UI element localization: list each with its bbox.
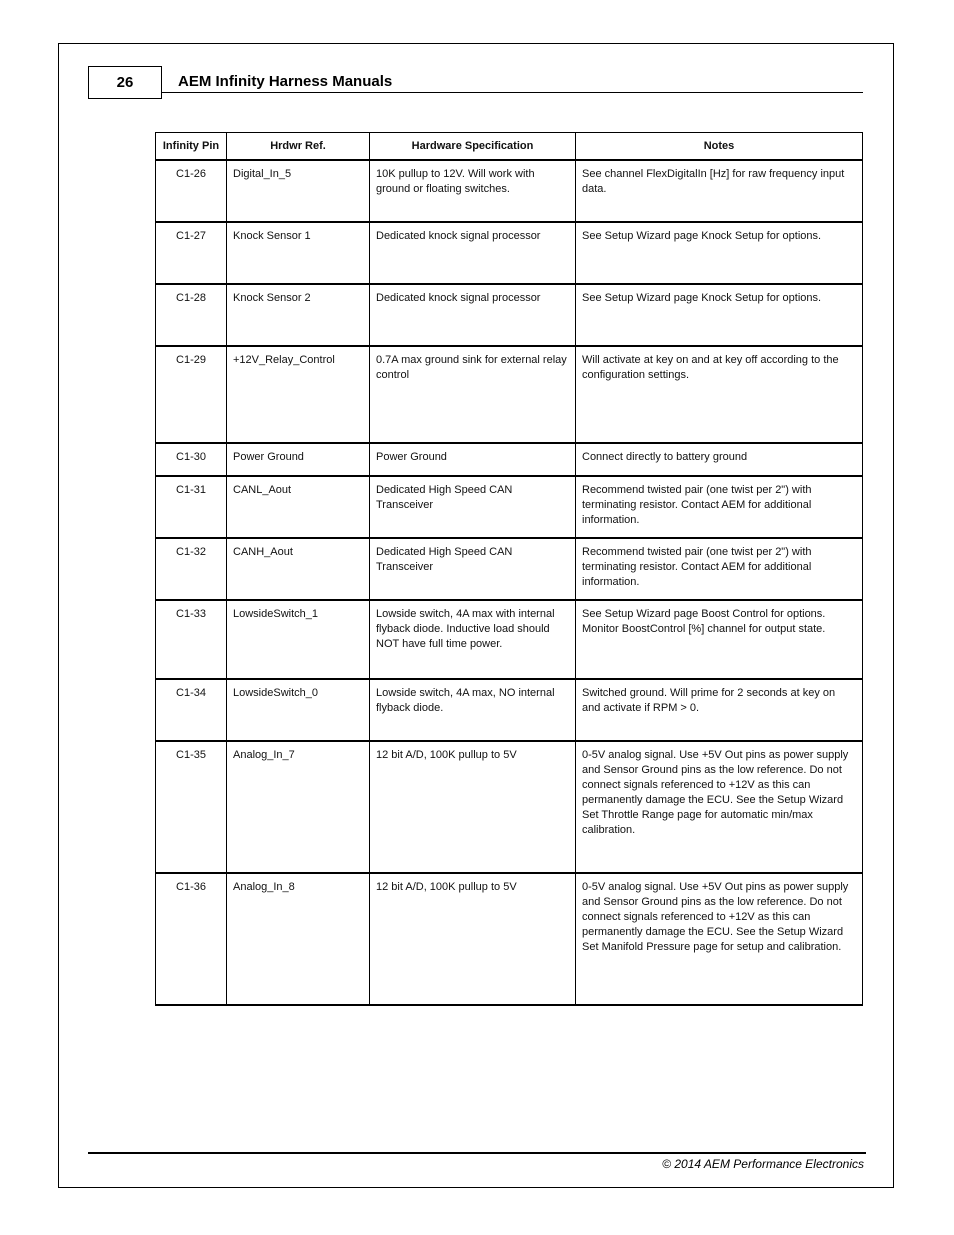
cell-ref: Analog_In_7 <box>227 741 370 873</box>
pinout-table <box>155 132 863 1006</box>
cell-notes: See Setup Wizard page Knock Setup for options. <box>576 222 863 284</box>
cell-notes: 0-5V analog signal. Use +5V Out pins as power supply and Sensor Ground pins as the low reference. Do not connect signals referenced to +12V as this can permanently damage the ECU. See the Setup Wizard Set Throttle Range page for automatic min/max calibration. <box>576 741 863 873</box>
page-number: 26 <box>88 66 162 99</box>
cell-spec: Power Ground <box>370 443 576 476</box>
cell-notes: 0-5V analog signal. Use +5V Out pins as power supply and Sensor Ground pins as the low reference. Do not connect signals referenced to +12V as this can permanently damage the ECU. See the Setup Wizard Set Manifold Pressure page for setup and calibration. <box>576 873 863 1005</box>
cell-ref: CANL_Aout <box>227 476 370 538</box>
column-header-spec: Hardware Specification <box>370 133 576 160</box>
cell-pin: C1-27 <box>156 222 227 284</box>
cell-notes: See Setup Wizard page Boost Control for options. Monitor BoostControl [%] channel for output state. <box>576 600 863 679</box>
cell-pin: C1-28 <box>156 284 227 346</box>
column-header-notes: Notes <box>576 133 863 160</box>
cell-pin: C1-36 <box>156 873 227 1005</box>
cell-pin: C1-33 <box>156 600 227 679</box>
cell-spec: Lowside switch, 4A max, NO internal flyback diode. <box>370 679 576 741</box>
cell-pin: C1-30 <box>156 443 227 476</box>
cell-ref: CANH_Aout <box>227 538 370 600</box>
footer-divider <box>88 1152 866 1154</box>
cell-ref: Knock Sensor 2 <box>227 284 370 346</box>
cell-spec: 12 bit A/D, 100K pullup to 5V <box>370 741 576 873</box>
table-header-row <box>156 133 863 160</box>
cell-pin: C1-35 <box>156 741 227 873</box>
table-row <box>156 160 863 222</box>
header-divider <box>162 92 863 93</box>
cell-pin: C1-34 <box>156 679 227 741</box>
cell-ref: LowsideSwitch_1 <box>227 600 370 679</box>
table-row <box>156 741 863 873</box>
cell-notes: Will activate at key on and at key off according to the configuration settings. <box>576 346 863 443</box>
cell-notes: See channel FlexDigitalIn [Hz] for raw frequency input data. <box>576 160 863 222</box>
table-row <box>156 679 863 741</box>
cell-pin: C1-29 <box>156 346 227 443</box>
table-row <box>156 476 863 538</box>
cell-spec: 10K pullup to 12V. Will work with ground or floating switches. <box>370 160 576 222</box>
table-row <box>156 600 863 679</box>
cell-pin: C1-31 <box>156 476 227 538</box>
cell-spec: Lowside switch, 4A max with internal flyback diode. Inductive load should NOT have full time power. <box>370 600 576 679</box>
cell-pin: C1-32 <box>156 538 227 600</box>
table-row <box>156 538 863 600</box>
document-title: AEM Infinity Harness Manuals <box>178 73 393 90</box>
cell-notes: Recommend twisted pair (one twist per 2") with terminating resistor. Contact AEM for additional information. <box>576 476 863 538</box>
cell-spec: 0.7A max ground sink for external relay control <box>370 346 576 443</box>
cell-notes: Switched ground. Will prime for 2 seconds at key on and activate if RPM > 0. <box>576 679 863 741</box>
cell-ref: Digital_In_5 <box>227 160 370 222</box>
cell-spec: Dedicated High Speed CAN Transceiver <box>370 538 576 600</box>
cell-spec: Dedicated knock signal processor <box>370 284 576 346</box>
cell-spec: 12 bit A/D, 100K pullup to 5V <box>370 873 576 1005</box>
cell-ref: Knock Sensor 1 <box>227 222 370 284</box>
cell-ref: +12V_Relay_Control <box>227 346 370 443</box>
cell-spec: Dedicated High Speed CAN Transceiver <box>370 476 576 538</box>
cell-notes: See Setup Wizard page Knock Setup for options. <box>576 284 863 346</box>
column-header-pin: Infinity Pin <box>156 133 227 160</box>
cell-pin: C1-26 <box>156 160 227 222</box>
table-row <box>156 222 863 284</box>
cell-notes: Connect directly to battery ground <box>576 443 863 476</box>
cell-ref: Power Ground <box>227 443 370 476</box>
table-row <box>156 443 863 476</box>
cell-ref: Analog_In_8 <box>227 873 370 1005</box>
footer-copyright: © 2014 AEM Performance Electronics <box>662 1157 864 1171</box>
table-row <box>156 284 863 346</box>
table-row <box>156 346 863 443</box>
table-row <box>156 873 863 1005</box>
cell-notes: Recommend twisted pair (one twist per 2") with terminating resistor. Contact AEM for additional information. <box>576 538 863 600</box>
cell-ref: LowsideSwitch_0 <box>227 679 370 741</box>
column-header-ref: Hrdwr Ref. <box>227 133 370 160</box>
cell-spec: Dedicated knock signal processor <box>370 222 576 284</box>
